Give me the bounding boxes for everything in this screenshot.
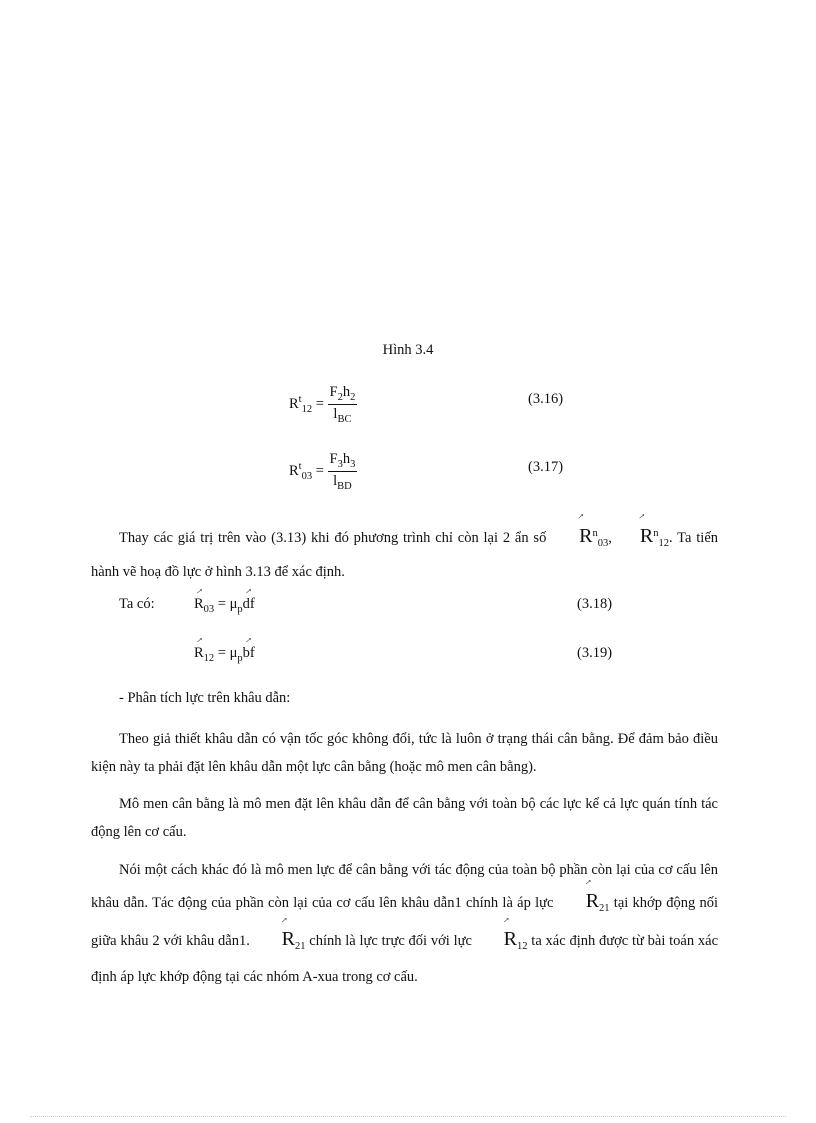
vector-r-n03: → R [551,522,592,550]
equals-sign: = [315,462,324,479]
eq-symbol: R [289,395,299,412]
vector-r21: → R [558,886,599,917]
figure-caption: Hình 3.4 [382,342,434,358]
eq-sup: t [298,393,302,405]
eq-sup: t [298,460,302,472]
page-bottom-divider [30,1116,786,1117]
fraction-denominator: $l_{BC}$ [333,406,352,425]
eq-sub: 03 [301,470,313,482]
vector-r12: → R [476,924,517,955]
equation-number: (3.17) [528,459,564,475]
eq-sub: 12 [301,403,313,415]
equals-sign: = [315,395,324,412]
fraction-numerator: $F_3h_3$ [329,451,356,470]
eq-symbol: → R [194,596,204,613]
vector-r21: → R [254,924,295,955]
fraction-denominator: $l_{BD}$ [333,473,352,492]
eq-symbol: R [289,462,299,479]
fraction [328,384,358,425]
equation-number: (3.18) [577,596,613,612]
equation-3-16 [289,384,357,425]
equation-number: (3.16) [528,391,564,407]
equation-3-18: → $R_{03} = \mu_p\to$ df [194,596,255,615]
vector-r-n12: → R [612,522,653,550]
fraction-numerator: $F_2h_2$ [329,384,356,403]
equation-3-17 [289,451,357,492]
equation-3-19: → $R_{12} = \mu_p\to$ bf [194,645,255,664]
section-heading: - Phân tích lực trên khâu dẫn: [119,690,291,706]
paragraph-assumption: Theo giả thiết khâu dẫn có vận tốc góc không đổi, tức là luôn ở trạng thái cân bằng. Để đảm bảo điều kiện này ta phải đặt lên khâu dẫn một lực cân bằng (hoặc mô men cân bằng). [91,731,718,775]
paragraph-reaction: Nói một cách khác đó là mô men lực để cân bằng với tác động của toàn bộ phần còn lại của cơ cấu lên khâu dẫn. Tác động của phần còn lại của cơ cấu lên khâu dẫn1 chính là áp lực → $R_{21}$ tại khớp động nối giữa khâu 2 với khâu dẫn1. → $R_{21}$ chính là lực trực đối với lực → $R_{12}$ ta xác định được từ bài toán xác định áp lực khớp động tại các nhóm A-xua trong cơ cấu. [91,855,718,993]
paragraph-balancing-moment: Mô men cân bằng là mô men đặt lên khâu dẫn để cân bằng với toàn bộ các lực kể cả lực quán tính tác động lên cơ cấu. [91,796,718,840]
eq-symbol: → R [194,645,204,662]
equation-number: (3.19) [577,645,613,661]
fraction [328,451,358,492]
paragraph-substitution: Thay các giá trị trên vào (3.13) khi đó phương trình chỉ còn lại 2 ẩn số → $R^n_{03},\to R^n_{12}$. Ta tiến hành vẽ hoạ đồ lực ở hình 3.13 để xác định. [91,520,718,586]
ta-co-label: Ta có: [119,596,155,612]
